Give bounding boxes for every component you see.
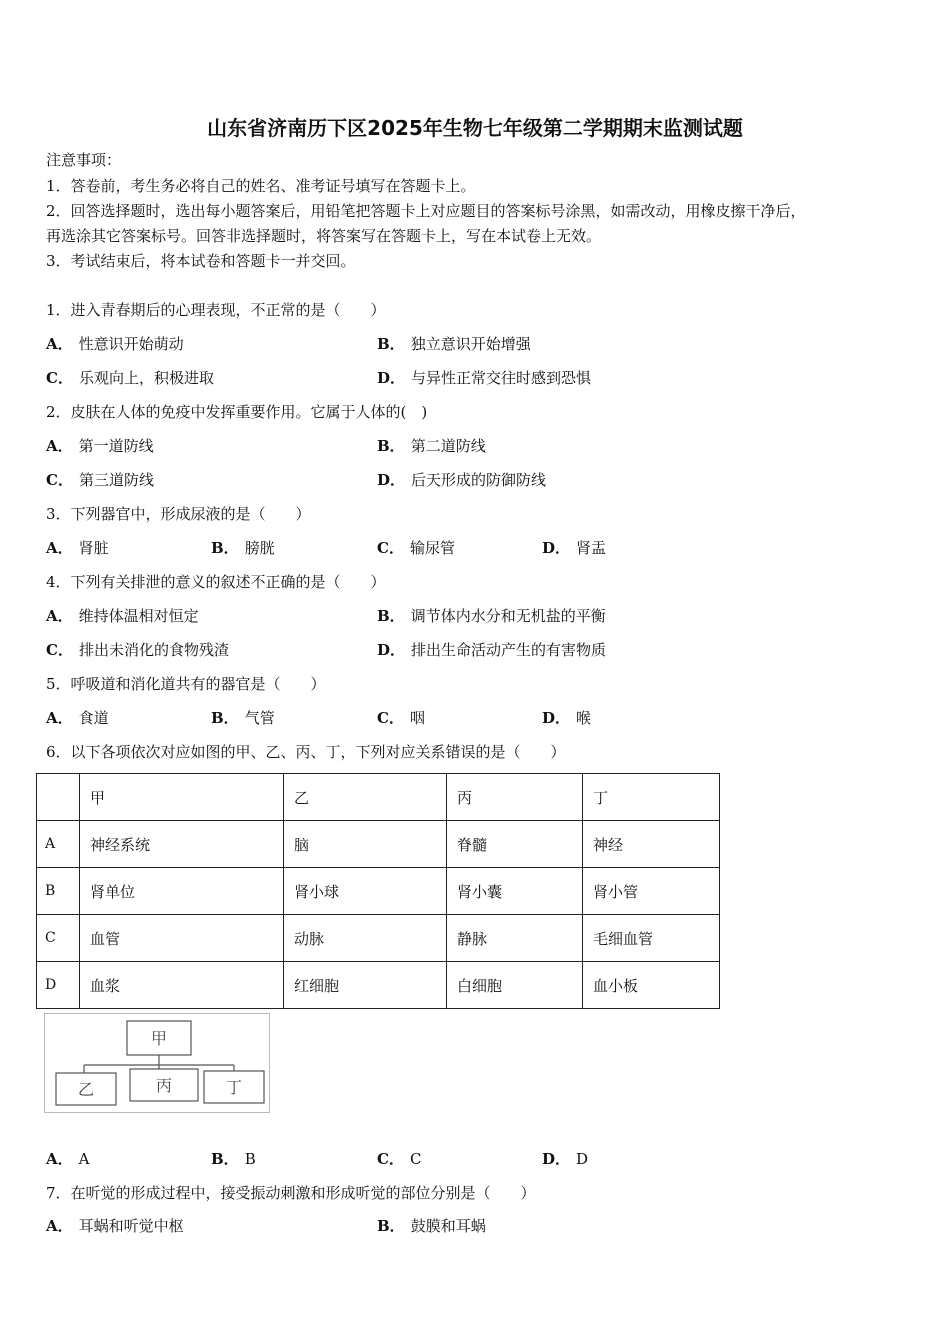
table-cell: 血小板	[583, 962, 720, 1009]
table-cell: 丙	[447, 774, 583, 821]
question-4-option-d: D． 排出生命活动产生的有害物质	[377, 641, 607, 659]
question-7-option-a: A． 耳蜗和听觉中枢	[46, 1217, 184, 1235]
question-3-option-c: C． 输尿管	[377, 539, 455, 557]
diagram-label-left: 乙	[77, 1080, 95, 1099]
table-row	[37, 821, 720, 868]
table-cell: 静脉	[447, 915, 583, 962]
question-6-option-c: C． C	[377, 1150, 422, 1168]
diagram-label-middle: 丙	[155, 1076, 173, 1095]
question-4-option-a: A． 维持体温相对恒定	[46, 607, 199, 625]
table-cell: 丁	[583, 774, 720, 821]
question-3-option-b: B． 膀胱	[211, 539, 275, 557]
question-2-stem: 2．皮肤在人体的免疫中发挥重要作用。它属于人体的( )	[46, 403, 428, 421]
question-6-stem: 6．以下各项依次对应如图的甲、乙、丙、丁，下列对应关系错误的是（ ）	[46, 743, 566, 761]
table-cell: 白细胞	[447, 962, 583, 1009]
question-7-option-b: B． 鼓膜和耳蜗	[377, 1217, 486, 1235]
question-2-option-d: D． 后天形成的防御防线	[377, 471, 547, 489]
correspondence-table	[36, 773, 720, 1009]
table-cell: 脊髓	[447, 821, 583, 868]
table-cell: 神经	[583, 821, 720, 868]
table-cell: 神经系统	[80, 821, 284, 868]
table-row	[37, 915, 720, 962]
question-4-option-b: B． 调节体内水分和无机盐的平衡	[377, 607, 606, 625]
notice-item: 2．回答选择题时，选出每小题答案后，用铅笔把答题卡上对应题目的答案标号涂黑，如需改动，用橡皮擦干净后，	[46, 202, 806, 220]
notice-heading: 注意事项：	[46, 151, 122, 169]
question-5-option-d: D． 喉	[542, 709, 592, 727]
table-cell	[37, 774, 80, 821]
question-2-option-c: C． 第三道防线	[46, 471, 154, 489]
question-7-stem: 7．在听觉的形成过程中，接受振动刺激和形成听觉的部位分别是（ ）	[46, 1184, 536, 1202]
table-cell: 血管	[80, 915, 284, 962]
table-cell: 肾单位	[80, 868, 284, 915]
question-3-stem: 3．下列器官中，形成尿液的是（ ）	[46, 505, 311, 523]
table-cell: 动脉	[284, 915, 447, 962]
question-1-stem: 1．进入青春期后的心理表现，不正常的是（ ）	[46, 301, 386, 319]
table-cell: 肾小球	[284, 868, 447, 915]
question-5-stem: 5．呼吸道和消化道共有的器官是（ ）	[46, 675, 326, 693]
table-cell: 肾小囊	[447, 868, 583, 915]
table-cell: D	[37, 962, 80, 1009]
question-6-option-b: B． B	[211, 1150, 256, 1168]
question-4-stem: 4．下列有关排泄的意义的叙述不正确的是（ ）	[46, 573, 386, 591]
diagram-label-top: 甲	[150, 1029, 168, 1048]
table-cell: A	[37, 821, 80, 868]
table-row	[37, 868, 720, 915]
table-row	[37, 962, 720, 1009]
question-1-option-d: D． 与异性正常交往时感到恐惧	[377, 369, 592, 387]
question-1-option-a: A． 性意识开始萌动	[46, 335, 184, 353]
diagram-label-right: 丁	[225, 1078, 243, 1097]
question-6-option-a: A． A	[46, 1150, 90, 1168]
notice-item: 3．考试结束后，将本试卷和答题卡一并交回。	[46, 252, 356, 270]
question-5-option-a: A． 食道	[46, 709, 109, 727]
table-cell: 血浆	[80, 962, 284, 1009]
page-title: 山东省济南历下区2025年生物七年级第二学期期末监测试题	[207, 116, 743, 140]
question-2-option-a: A． 第一道防线	[46, 437, 154, 455]
table-cell: 肾小管	[583, 868, 720, 915]
table-cell: 脑	[284, 821, 447, 868]
table-cell: 毛细血管	[583, 915, 720, 962]
question-4-option-c: C． 排出未消化的食物残渣	[46, 641, 229, 659]
question-1-option-b: B． 独立意识开始增强	[377, 335, 531, 353]
table-cell: B	[37, 868, 80, 915]
question-1-option-c: C． 乐观向上，积极进取	[46, 369, 214, 387]
table-cell: C	[37, 915, 80, 962]
table-cell: 甲	[80, 774, 284, 821]
hierarchy-diagram	[44, 1013, 270, 1113]
table-cell: 乙	[284, 774, 447, 821]
question-6-option-d: D． D	[542, 1150, 589, 1168]
table-header-row	[37, 774, 720, 821]
question-2-option-b: B． 第二道防线	[377, 437, 486, 455]
question-5-option-c: C． 咽	[377, 709, 425, 727]
question-3-option-d: D． 肾盂	[542, 539, 607, 557]
notice-item: 1．答卷前，考生务必将自己的姓名、准考证号填写在答题卡上。	[46, 177, 476, 195]
table-cell: 红细胞	[284, 962, 447, 1009]
notice-item: 再选涂其它答案标号。回答非选择题时，将答案写在答题卡上，写在本试卷上无效。	[46, 227, 602, 245]
question-3-option-a: A． 肾脏	[46, 539, 109, 557]
question-5-option-b: B． 气管	[211, 709, 275, 727]
